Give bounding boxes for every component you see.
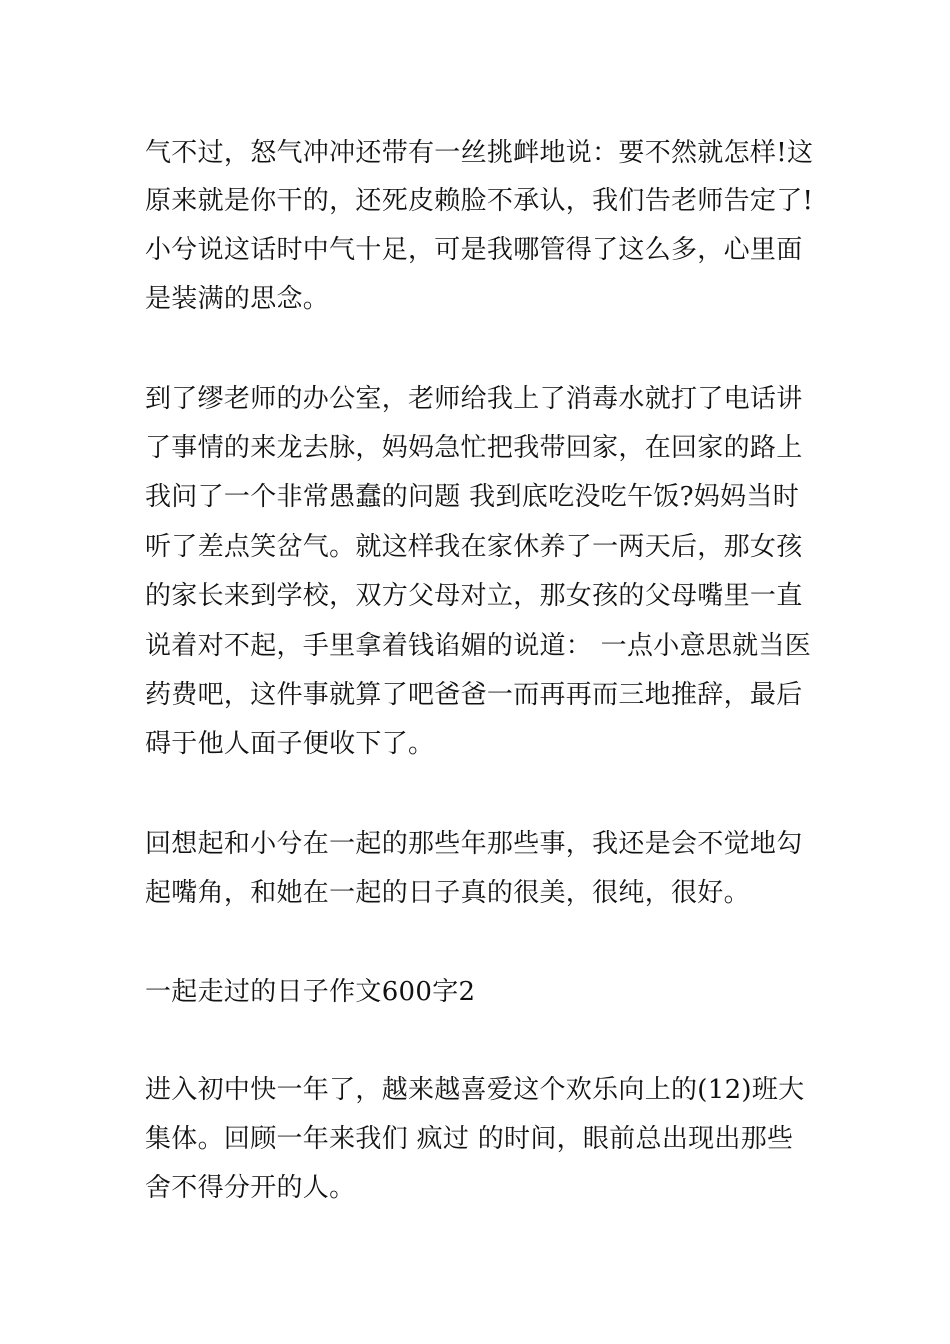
paragraph-1-line-1: 气不过，怒气冲冲还带有一丝挑衅地说：要不然就怎样!这 [145, 138, 814, 168]
paragraph-2-line-6: 说着对不起，手里拿着钱谄媚的说道： 一点小意思就当医 [145, 631, 812, 661]
paragraph-2-line-5: 的家长来到学校，双方父母对立，那女孩的父母嘴里一直 [145, 581, 803, 611]
paragraph-2-line-7: 药费吧，这件事就算了吧爸爸一而再再而三地推辞，最后 [145, 680, 803, 710]
paragraph-2-line-2: 了事情的来龙去脉，妈妈急忙把我带回家，在回家的路上 [145, 433, 803, 463]
paragraph-5-line-2: 集体。回顾一年来我们 疯过 的时间，眼前总出现出那些 [145, 1124, 794, 1154]
paragraph-3-line-2: 起嘴角，和她在一起的日子真的很美，很纯，很好。 [145, 878, 750, 908]
paragraph-1-line-2: 原来就是你干的，还死皮赖脸不承认，我们告老师告定了! [145, 186, 814, 216]
paragraph-2-line-3: 我问了一个非常愚蠢的问题 我到底吃没吃午饭?妈妈当时 [145, 482, 800, 512]
paragraph-1-line-4: 是装满的思念。 [145, 284, 330, 314]
paragraph-5-line-1: 进入初中快一年了，越来越喜爱这个欢乐向上的(12)班大 [145, 1075, 805, 1105]
paragraph-2-line-4: 听了差点笑岔气。就这样我在家休养了一两天后，那女孩 [145, 532, 803, 562]
paragraph-2-line-8: 碍于他人面子便收下了。 [145, 729, 435, 759]
paragraph-3-line-1: 回想起和小兮在一起的那些年那些事，我还是会不觉地勾 [145, 829, 803, 859]
section-heading: 一起走过的日子作文600字2 [145, 977, 476, 1007]
paragraph-1-line-3: 小兮说这话时中气十足，可是我哪管得了这么多，心里面 [145, 235, 803, 265]
paragraph-2-line-1: 到了缪老师的办公室，老师给我上了消毒水就打了电话讲 [145, 384, 803, 414]
paragraph-5-line-3: 舍不得分开的人。 [145, 1173, 356, 1203]
